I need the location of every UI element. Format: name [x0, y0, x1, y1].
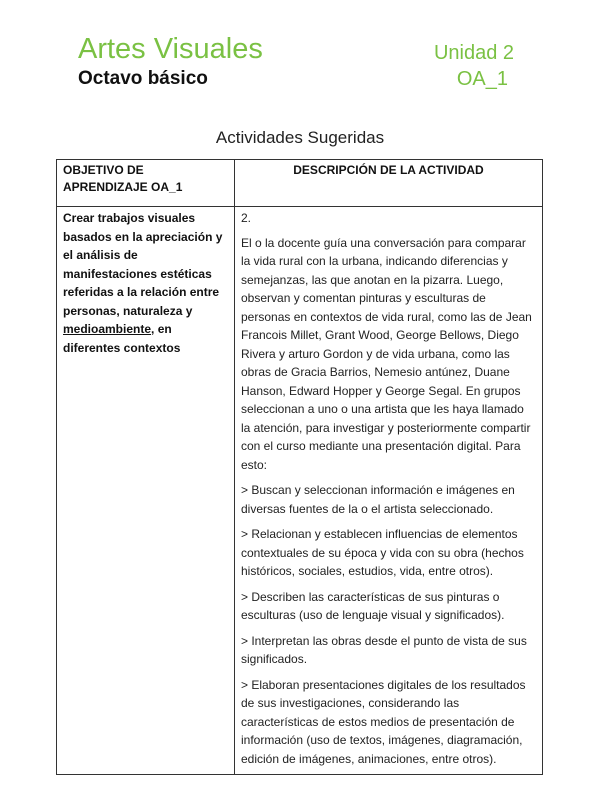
activity-intro: El o la docente guía una conversación para comparar la vida rural con la urbana, indicando diferencias y semejanzas, las que anotan en la pizarra. Luego, observan y comentan pinturas y esculturas de personas en contextos de vida rural, como las de Jean Francois Millet, Grant Wood, George Bellows, Diego Rivera y arturo Gordon y de vida urbana, como las obras de Gracia Barrios, Nemesio antúnez, Duane Hanson, Edward Hopper y George Segal. En grupos seleccionan a uno o una artista que les haya llamado la atención, para investigar y posteriormente compartir con el curso mediante una presentación digital. Para esto:: [241, 235, 532, 472]
objective-column-header: OBJETIVO DE APRENDIZAJE OA_1: [57, 160, 235, 207]
activity-step: > Describen las características de sus pinturas o esculturas (uso de lenguaje visual y significados).: [241, 589, 505, 622]
activities-table: [56, 159, 543, 775]
activity-step: > Interpretan las obras desde el punto de vista de sus significados.: [241, 633, 527, 666]
table-row: [57, 207, 543, 775]
header-unit: Unidad 2: [433, 42, 514, 64]
activity-step: > Elaboran presentaciones digitales de los resultados de sus investigaciones, considerando las características de estos medios de presentación de información (uso de textos, imágenes, diagramación, edición de imágenes, animaciones, entre otros).: [241, 677, 526, 766]
header-oa: OA_1: [456, 68, 508, 90]
header-title: Artes Visuales: [78, 33, 263, 65]
objective-text-end: , en diferentes contextos: [63, 322, 181, 355]
description-column-header: DESCRIPCIÓN DE LA ACTIVIDAD: [235, 160, 543, 207]
objective-text: Crear trabajos visuales basados en la apreciación y el análisis de manifestaciones estéticas referidas a la relación entre personas, naturaleza y: [63, 211, 223, 318]
objective-cell: [57, 207, 235, 775]
description-cell: [235, 207, 543, 775]
table-header-row: [57, 160, 543, 207]
header-subtitle: Octavo básico: [78, 68, 208, 89]
section-title: Actividades Sugeridas: [215, 128, 385, 147]
activity-step: > Buscan y seleccionan información e imágenes en diversas fuentes de la o el artista seleccionado.: [241, 483, 515, 516]
objective-underlined-text: medioambiente: [63, 322, 152, 336]
activity-number: 2.: [241, 211, 252, 225]
activity-step: > Relacionan y establecen influencias de elementos contextuales de su época y vida con su obra (hechos históricos, sociales, estudios, vida, entre otros).: [241, 527, 524, 578]
